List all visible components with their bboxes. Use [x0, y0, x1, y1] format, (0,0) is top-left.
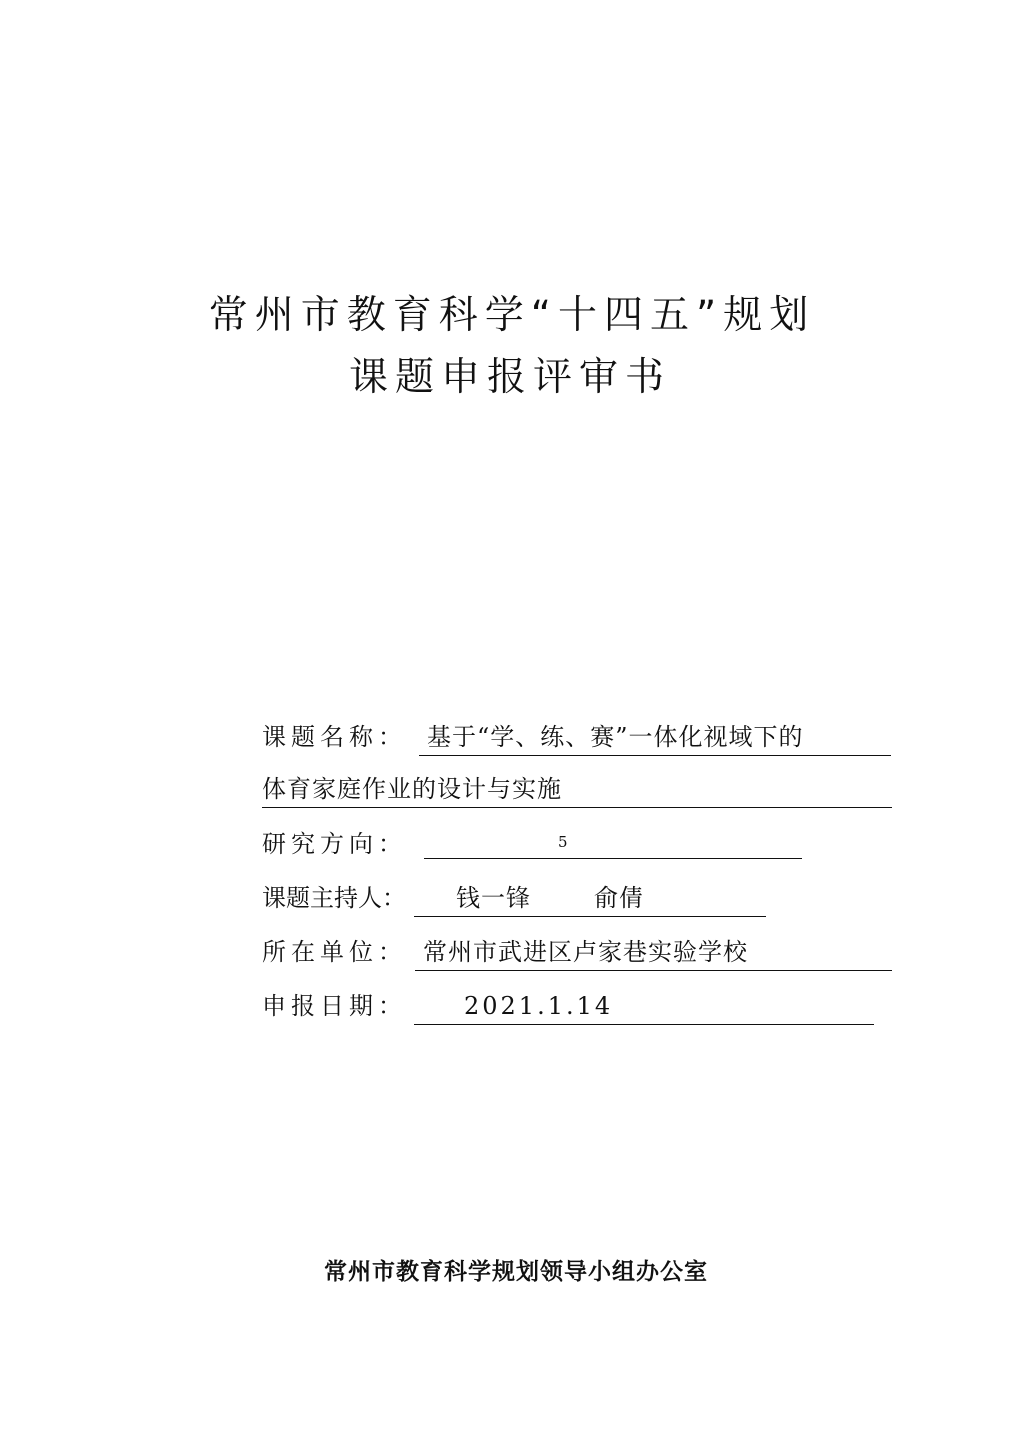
date-field [414, 986, 874, 1025]
issuer-office: 常州市教育科学规划领导小组办公室 [324, 1259, 708, 1285]
host-field [414, 878, 766, 917]
direction-value: 5 [558, 833, 569, 851]
date-row [262, 986, 902, 1026]
unit-field [415, 932, 892, 971]
topic-field-line2 [262, 769, 892, 808]
direction-label: 研究方向： [262, 830, 407, 858]
topic-row [262, 717, 902, 757]
host-value-1: 钱一锋 [456, 884, 531, 912]
topic-value-line2: 体育家庭作业的设计与实施 [262, 775, 562, 803]
host-row [262, 878, 902, 918]
host-value-2: 俞倩 [594, 884, 644, 912]
document-title-line2: 课题申报评审书 [348, 355, 671, 400]
topic-field-line1 [419, 717, 891, 756]
topic-row-continued [262, 769, 902, 809]
topic-value-line1: 基于“学、练、赛”一体化视域下的 [427, 723, 804, 751]
unit-value: 常州市武进区卢家巷实验学校 [423, 938, 748, 966]
date-value: 2021.1.14 [464, 992, 614, 1020]
host-label: 课题主持人： [262, 884, 406, 912]
direction-field [424, 820, 802, 859]
unit-row [262, 932, 902, 972]
direction-row [262, 824, 902, 864]
topic-label: 课题名称： [262, 723, 407, 751]
unit-label: 所在单位： [262, 938, 407, 966]
document-title-line1: 常州市教育科学“十四五”规划 [208, 293, 816, 338]
date-label: 申报日期： [262, 992, 407, 1020]
